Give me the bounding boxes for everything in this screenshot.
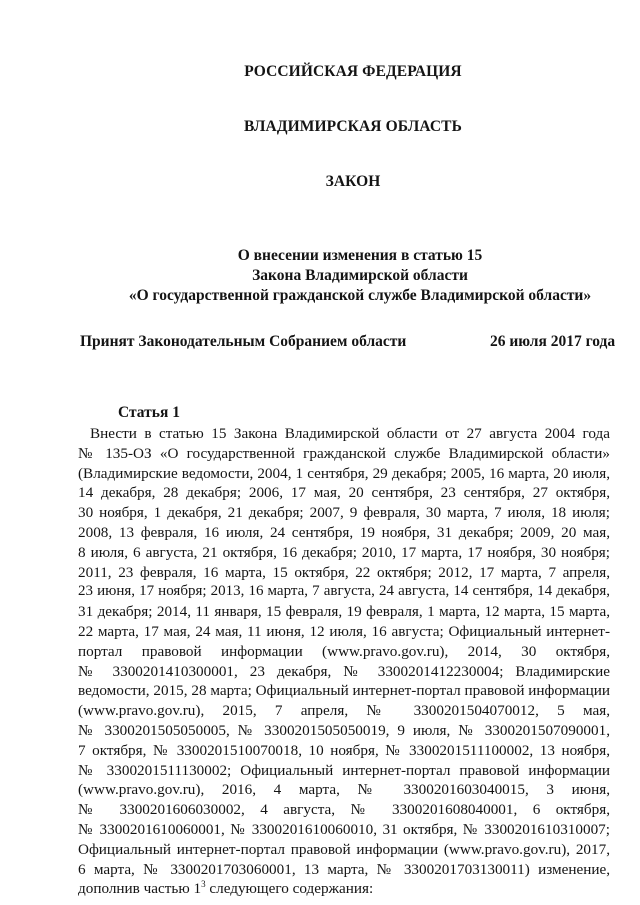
law-title-line-2: Закона Владимирской области bbox=[252, 267, 468, 284]
article-line: № 3300201606030002, 4 августа, № 3300201608040001, 6 октября, bbox=[78, 801, 610, 819]
article-line: (www.pravo.gov.ru), 2015, 7 апреля, № 3300201504070012, 5 мая, bbox=[78, 702, 610, 720]
final-line-prefix: дополнив частью 1 bbox=[78, 880, 202, 898]
article-line: 23 июня, 17 ноября; 2013, 16 марта, 7 августа, 24 августа, 14 сентября, 14 декабря, bbox=[78, 583, 610, 600]
article-line: № 3300201410300001, 23 декабря, № 3300201412230004; Владимирские bbox=[78, 662, 610, 680]
article-line: (www.pravo.gov.ru), 2016, 4 марта, № 3300201603040015, 3 июня, bbox=[78, 781, 610, 799]
article-line: 22 марта, 17 мая, 24 мая, 11 июня, 12 июля, 16 августа; Официальный интернет- bbox=[78, 622, 610, 640]
article-body bbox=[78, 424, 610, 899]
article-line: Внести в статью 15 Закона Владимирской области от 27 августа 2004 года bbox=[90, 425, 610, 442]
article-heading: Статья 1 bbox=[118, 404, 180, 421]
article-line: (Владимирские ведомости, 2004, 1 сентября, 29 декабря; 2005, 16 марта, 20 июля, bbox=[78, 464, 610, 482]
article-line: 31 декабря; 2014, 11 января, 15 февраля, 19 февраля, 1 марта, 12 марта, 15 марта, bbox=[78, 603, 610, 621]
document-type-heading: ЗАКОН bbox=[325, 173, 381, 190]
article-line: № 3300201511130002; Официальный интернет-портал правовой информации bbox=[78, 761, 610, 779]
article-line: Официальный интернет-портал правовой информации (www.pravo.gov.ru), 2017, bbox=[78, 840, 610, 858]
article-line: 2008, 13 февраля, 16 июля, 24 сентября, 19 ноября, 31 декабря; 2009, 20 мая, bbox=[78, 523, 610, 541]
law-title-line-3: «О государственной гражданской службе Владимирской области» bbox=[128, 287, 592, 304]
article-line: 14 декабря, 28 декабря; 2006, 17 мая, 20 сентября, 23 сентября, 27 октября, bbox=[78, 484, 610, 502]
adopted-by-text: Принят Законодательным Собранием области bbox=[80, 333, 407, 350]
region-heading: ВЛАДИМИРСКАЯ ОБЛАСТЬ bbox=[244, 118, 462, 135]
article-line: ведомости, 2015, 28 марта; Официальный интернет-портал правовой информации bbox=[78, 682, 610, 700]
article-line: 30 ноября, 1 декабря, 21 декабря; 2007, 9 февраля, 30 марта, 7 июля, 18 июля; bbox=[78, 504, 610, 522]
country-heading: РОССИЙСКАЯ ФЕДЕРАЦИЯ bbox=[244, 63, 462, 80]
law-title-line-1: О внесении изменения в статью 15 bbox=[237, 247, 483, 264]
article-line: 6 марта, № 3300201703060001, 13 марта, № 3300201703130011) изменение, bbox=[78, 860, 610, 878]
article-final-line bbox=[78, 879, 610, 899]
article-line: № 3300201505050005, № 3300201505050019, 9 июля, № 3300201507090001, bbox=[78, 721, 610, 739]
final-line-suffix: следующего содержания: bbox=[205, 880, 374, 898]
article-line: портал правовой информации (www.pravo.gov.ru), 2014, 30 октября, bbox=[78, 642, 610, 660]
article-line: 7 октября, № 3300201510070018, 10 ноября, № 3300201511100002, 13 ноября, bbox=[78, 741, 610, 759]
part-superscript: 3 bbox=[201, 879, 206, 890]
adoption-date: 26 июля 2017 года bbox=[490, 333, 616, 350]
article-line: 8 июля, 6 августа, 21 октября, 16 декабря; 2010, 17 марта, 17 ноября, 30 ноября; bbox=[78, 543, 610, 561]
law-title bbox=[80, 246, 640, 306]
article-line: № 3300201610060001, № 3300201610060010, 31 октября, № 3300201610310007; bbox=[78, 820, 610, 838]
article-line: № 135-ОЗ «О государственной гражданской службе Владимирской области» bbox=[78, 444, 610, 462]
article-line: 2011, 23 февраля, 16 марта, 15 октября, 22 октября; 2012, 17 марта, 7 апреля, bbox=[78, 563, 610, 581]
